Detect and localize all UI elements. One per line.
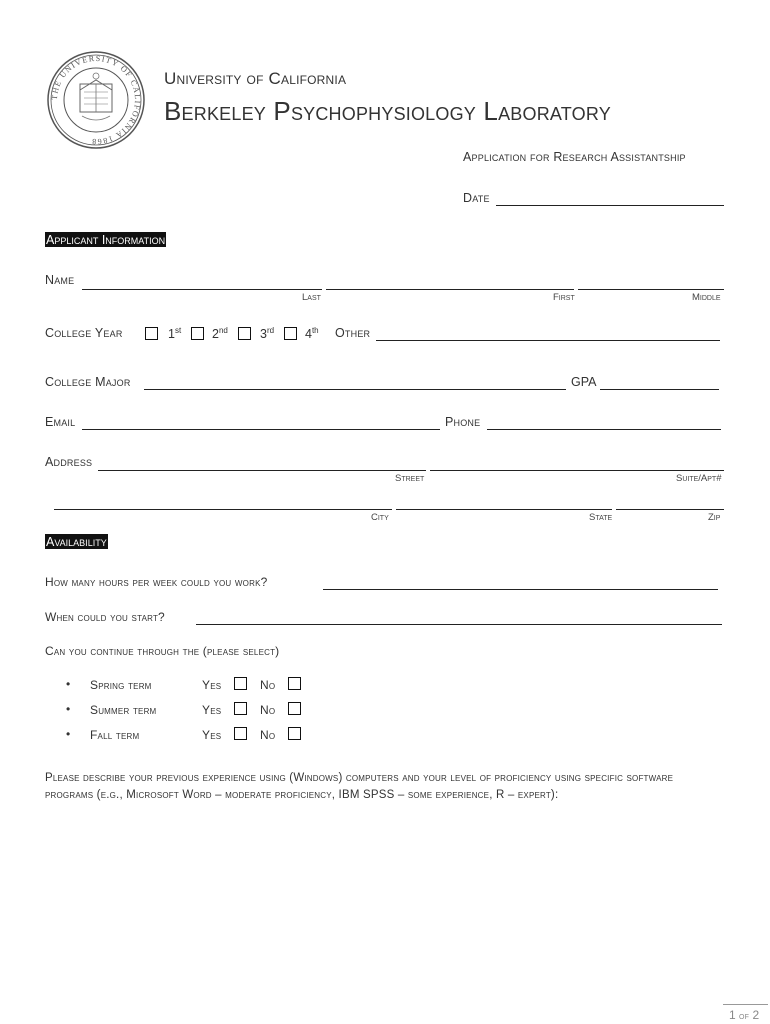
middle-sublabel: Middle	[692, 292, 721, 303]
no-label: No	[260, 678, 276, 692]
yes-label: Yes	[202, 678, 222, 692]
major-label: College Major	[45, 375, 131, 389]
start-question: When could you start?	[45, 610, 165, 624]
street-field[interactable]	[98, 470, 426, 471]
yes-label: Yes	[202, 728, 222, 742]
major-field[interactable]	[144, 389, 566, 390]
spring-no-checkbox[interactable]	[288, 677, 301, 690]
term-row-summer	[66, 702, 326, 722]
other-label: Other	[335, 326, 371, 340]
year-3-label: 3rd	[260, 326, 275, 342]
fall-no-checkbox[interactable]	[288, 727, 301, 740]
state-field[interactable]	[396, 509, 612, 510]
address-label: Address	[45, 455, 93, 469]
availability-section-header: Availability	[46, 535, 107, 549]
last-name-field[interactable]	[82, 289, 322, 290]
gpa-label: GPA	[571, 375, 597, 389]
suite-sublabel: Suite/Apt#	[676, 473, 722, 484]
start-field[interactable]	[196, 624, 722, 625]
hours-question: How many hours per week could you work?	[45, 575, 268, 589]
email-field[interactable]	[82, 429, 440, 430]
bullet-icon: •	[66, 702, 71, 716]
fall-yes-checkbox[interactable]	[234, 727, 247, 740]
email-label: Email	[45, 415, 76, 429]
state-sublabel: State	[589, 512, 613, 523]
applicant-section-header: Applicant Information	[46, 233, 166, 247]
zip-sublabel: Zip	[708, 512, 721, 523]
year-2-label: 2nd	[212, 326, 228, 342]
page-number: 1 of 2	[729, 1008, 760, 1022]
bullet-icon: •	[66, 727, 71, 741]
date-field[interactable]	[496, 205, 724, 206]
date-label: Date	[463, 191, 490, 205]
no-label: No	[260, 703, 276, 717]
spring-yes-checkbox[interactable]	[234, 677, 247, 690]
term-label: Fall term	[90, 728, 140, 742]
bullet-icon: •	[66, 677, 71, 691]
lab-name: Berkeley Psychophysiology Laboratory	[164, 96, 611, 126]
form-title: Application for Research Assistantship	[463, 150, 686, 164]
first-name-field[interactable]	[326, 289, 574, 290]
university-name: University of California	[164, 69, 347, 88]
term-label: Summer term	[90, 703, 157, 717]
phone-label: Phone	[445, 415, 481, 429]
experience-prompt: Please describe your previous experience using (Windows) computers and your level of proficiency using specific software programs (e.g., Microsoft Word – moderate proficiency, IBM SPSS – some experience, R – expert):	[45, 772, 674, 801]
first-sublabel: First	[553, 292, 575, 303]
term-label: Spring term	[90, 678, 152, 692]
continue-question: Can you continue through the (please select)	[45, 644, 280, 658]
experience-answer-area[interactable]	[45, 830, 725, 980]
year-4-checkbox[interactable]	[284, 327, 297, 340]
summer-no-checkbox[interactable]	[288, 702, 301, 715]
other-field[interactable]	[376, 340, 720, 341]
gpa-field[interactable]	[600, 389, 719, 390]
year-1-checkbox[interactable]	[145, 327, 158, 340]
year-4-label: 4th	[305, 326, 319, 342]
year-1-label: 1st	[168, 326, 182, 342]
seal-text: THE UNIVERSITY OF CALIFORNIA 1868	[49, 53, 143, 147]
university-seal	[46, 50, 146, 150]
phone-field[interactable]	[487, 429, 721, 430]
yes-label: Yes	[202, 703, 222, 717]
page-number-rule	[723, 1004, 768, 1005]
hours-field[interactable]	[323, 589, 718, 590]
year-3-checkbox[interactable]	[238, 327, 251, 340]
no-label: No	[260, 728, 276, 742]
year-2-checkbox[interactable]	[191, 327, 204, 340]
zip-field[interactable]	[616, 509, 724, 510]
city-field[interactable]	[54, 509, 392, 510]
term-row-fall	[66, 727, 326, 747]
street-sublabel: Street	[395, 473, 425, 484]
summer-yes-checkbox[interactable]	[234, 702, 247, 715]
term-row-spring	[66, 677, 326, 697]
city-sublabel: City	[371, 512, 389, 523]
name-label: Name	[45, 273, 75, 287]
middle-name-field[interactable]	[578, 289, 724, 290]
last-sublabel: Last	[302, 292, 321, 303]
college-year-label: College Year	[45, 326, 123, 340]
suite-field[interactable]	[430, 470, 724, 471]
